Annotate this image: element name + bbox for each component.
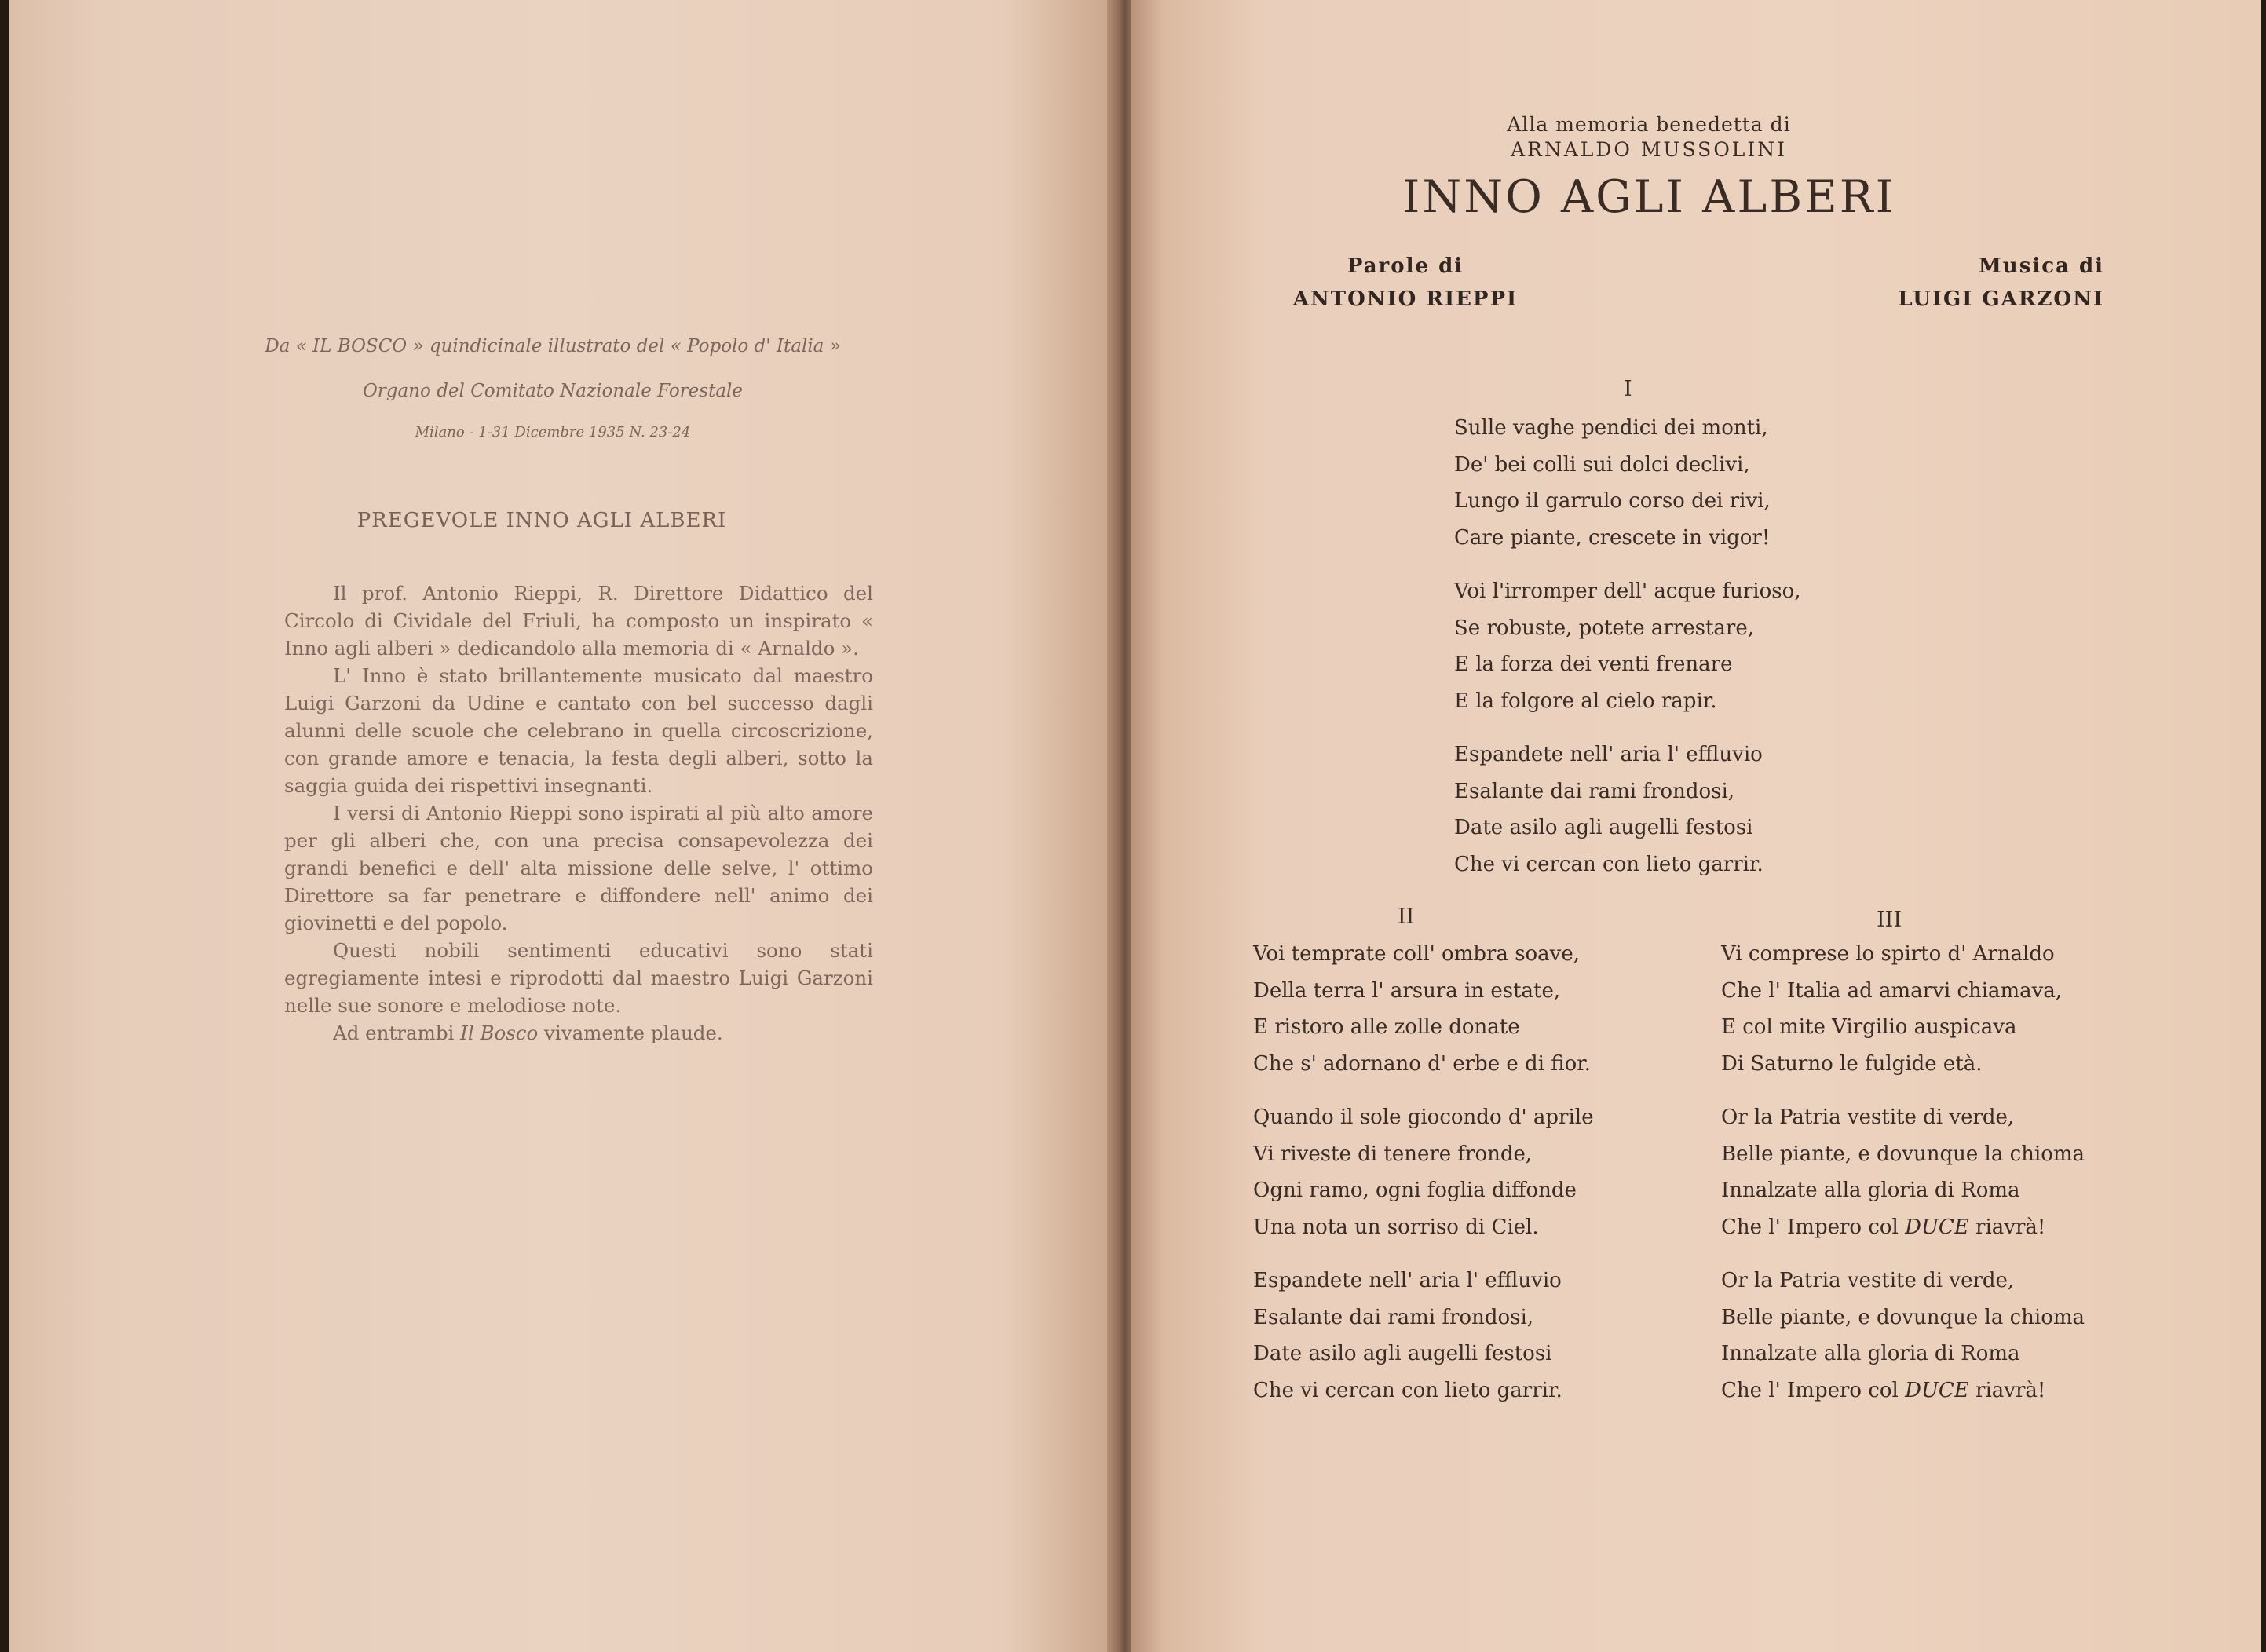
- article-paragraph: L' Inno è stato brillantemente musicato dal maestro Luigi Garzoni da Udine e cantato con bel successo dagli alunni delle scuole che celebrano in quella circoscrizione, con grande amore e tenacia, la festa degli alberi, sotto la saggia guida dei rispettivi insegnanti.: [284, 664, 873, 797]
- words-credit: [1241, 250, 1570, 316]
- verse-line: E col mite Virgilio auspicava: [1721, 1015, 2017, 1039]
- stanza-2: [1253, 936, 1594, 1409]
- verse-line: E ristoro alle zolle donate: [1253, 1015, 1520, 1039]
- verse-line: Innalzate alla gloria di Roma: [1721, 1342, 2020, 1365]
- duce-word: DUCE: [1905, 1215, 1969, 1239]
- verse-line: De' bei colli sui dolci declivi,: [1454, 452, 1750, 477]
- verse-line: Che s' adornano d' erbe e di fior.: [1253, 1051, 1592, 1076]
- verse-line: E la forza dei venti frenare: [1454, 652, 1733, 676]
- source-line: Da « IL BOSCO » quindicinale illustrato del « Popolo d' Italia »: [265, 336, 841, 356]
- verse-line: Vi riveste di tenere fronde,: [1253, 1142, 1533, 1166]
- verse-line: Di Saturno le fulgide età.: [1721, 1051, 1983, 1076]
- verse-line: Della terra l' arsura in estate,: [1253, 978, 1561, 1003]
- verse-line: Lungo il garrulo corso dei rivi,: [1454, 489, 1771, 513]
- verse-line: Vi comprese lo spirto d' Arnaldo: [1721, 942, 2055, 966]
- stanza-number: I: [1624, 377, 1632, 401]
- verse-line: Care piante, crescete in vigor!: [1454, 525, 1771, 550]
- organ-line: Organo del Comitato Nazionale Forestale: [362, 381, 744, 401]
- music-credit: [1853, 250, 2104, 316]
- verse-line: Esalante dai rami frondosi,: [1253, 1305, 1534, 1329]
- verse-line: Or la Patria vestite di verde,: [1721, 1269, 2015, 1292]
- verse-line: Date asilo agli augelli festosi: [1454, 816, 1753, 839]
- verse-line: Espandete nell' aria l' effluvio: [1454, 743, 1763, 766]
- verse-line: Date asilo agli augelli festosi: [1253, 1342, 1552, 1365]
- dedicatee: ARNALDO MUSSOLINI: [1510, 138, 1788, 161]
- verse-line: Quando il sole giocondo d' aprile: [1253, 1106, 1594, 1129]
- stanza-3: [1721, 936, 2085, 1409]
- issue-line: Milano - 1-31 Dicembre 1935 N. 23-24: [415, 424, 691, 440]
- stanza-number: II: [1398, 905, 1415, 929]
- closing-pre: Ad entrambi: [333, 1022, 461, 1044]
- verse-line: Sulle vaghe pendici dei monti,: [1454, 416, 1768, 440]
- verse-line: Che l' Italia ad amarvi chiamava,: [1721, 978, 2063, 1003]
- verse-line: Belle piante, e dovunque la chioma: [1721, 1305, 2085, 1329]
- article-closing: [284, 1019, 873, 1047]
- dedication: Alla memoria benedetta di: [1507, 113, 1791, 136]
- verse-line: Voi l'irromper dell' acque furioso,: [1454, 579, 1801, 603]
- verse-line: E la folgore al cielo rapir.: [1454, 689, 1717, 713]
- verse-line: Ogni ramo, ogni foglia diffonde: [1253, 1179, 1577, 1202]
- verse-line: Innalzate alla gloria di Roma: [1721, 1179, 2020, 1202]
- closing-post: vivamente plaude.: [538, 1022, 723, 1044]
- verse-line-start: Che l' Impero col: [1721, 1215, 1906, 1239]
- verse-line-start: Che l' Impero col: [1721, 1378, 1906, 1402]
- words-author: ANTONIO RIEPPI: [1292, 287, 1519, 311]
- verse-line: Voi temprate coll' ombra soave,: [1253, 942, 1581, 966]
- hymn-title: INNO AGLI ALBERI: [1402, 171, 1896, 223]
- verse-line: Esalante dai rami frondosi,: [1454, 779, 1735, 803]
- verse-line-end: riavrà!: [1968, 1215, 2046, 1239]
- verse-line: Una nota un sorriso di Ciel.: [1253, 1215, 1539, 1239]
- article-paragraph: I versi di Antonio Rieppi sono ispirati al più alto amore per gli alberi che, con una precisa consapevolezza dei grandi benefici e dell' alta missione delle selve, l' ottimo Direttore sa far penetrare e diffondere nell' animo dei giovinetti e del popolo.: [284, 802, 873, 934]
- article-paragraph: Il prof. Antonio Rieppi, R. Direttore Didattico del Circolo di Cividale del Friuli, ha composto un inspirato « Inno agli alberi » dedicandolo alla memoria di « Arnaldo ».: [284, 582, 873, 660]
- verse-line: Espandete nell' aria l' effluvio: [1253, 1269, 1562, 1292]
- stanza-number: III: [1877, 908, 1902, 932]
- article-body: [284, 579, 873, 1047]
- closing-publication: Il Bosco: [460, 1022, 539, 1044]
- verse-line-end: riavrà!: [1968, 1378, 2046, 1402]
- music-label: Musica di: [1979, 254, 2104, 278]
- verse-line: Se robuste, potete arrestare,: [1454, 616, 1754, 640]
- duce-word: DUCE: [1905, 1378, 1969, 1402]
- music-author: LUIGI GARZONI: [1898, 287, 2104, 311]
- verse-line: Or la Patria vestite di verde,: [1721, 1106, 2015, 1129]
- stanza-1: [1454, 410, 1801, 883]
- verse-line: Che vi cercan con lieto garrir.: [1253, 1378, 1562, 1402]
- article-paragraph: Questi nobili sentimenti educativi sono stati egregiamente intesi e riprodotti dal maestro Luigi Garzoni nelle sue sonore e melodiose note.: [284, 939, 873, 1017]
- verse-line: Che vi cercan con lieto garrir.: [1454, 852, 1763, 876]
- words-label: Parole di: [1347, 254, 1464, 278]
- verse-line: Belle piante, e dovunque la chioma: [1721, 1142, 2085, 1166]
- article-heading: PREGEVOLE INNO AGLI ALBERI: [356, 509, 727, 532]
- verse-line: [1721, 1209, 2085, 1246]
- verse-line: [1721, 1372, 2085, 1409]
